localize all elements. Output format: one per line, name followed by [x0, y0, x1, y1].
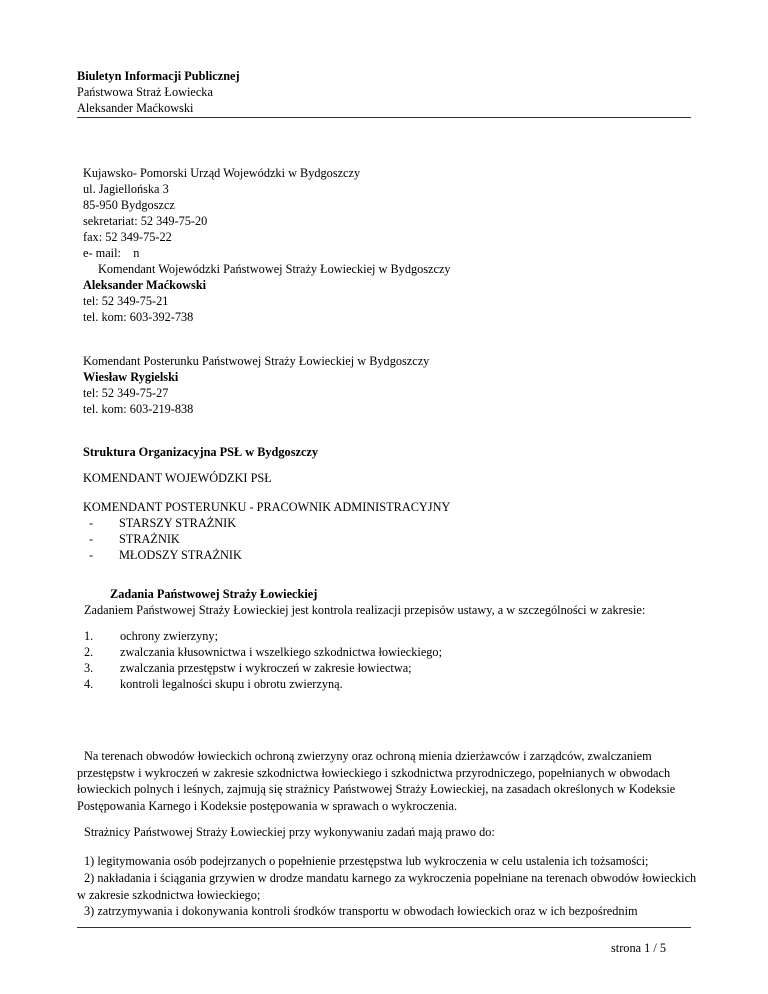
task-text: kontroli legalności skupu i obrotu zwierzyną.: [120, 677, 343, 691]
structure-item: [89, 515, 236, 531]
post-commander-name: Wiesław Rygielski: [83, 370, 179, 384]
structure-item: [89, 547, 242, 563]
post-commander-mobile: tel. kom: 603-219-838: [83, 402, 194, 416]
organization-name: Państwowa Straż Łowiecka: [77, 85, 213, 99]
commander-name: Aleksander Maćkowski: [83, 278, 207, 292]
structure-item: [89, 531, 180, 547]
task-number: 2.: [84, 645, 94, 659]
structure-heading: Struktura Organizacyjna PSŁ w Bydgoszczy: [83, 445, 319, 459]
task-item: [84, 644, 442, 660]
task-text: zwalczania kłusownictwa i wszelkiego szkodnictwa łowieckiego;: [120, 645, 443, 659]
page-number: strona 1 / 5: [611, 941, 666, 955]
post-commander-title: Komendant Posterunku Państwowej Straży Łowieckiej w Bydgoszczy: [83, 354, 430, 368]
task-text: ochrony zwierzyny;: [120, 629, 218, 643]
task-item: [84, 676, 343, 692]
structure-item-label: STRAŻNIK: [119, 532, 180, 546]
commander-mobile: tel. kom: 603-392-738: [83, 310, 194, 324]
office-street: ul. Jagiellońska 3: [83, 182, 169, 196]
header-divider: [77, 117, 691, 118]
task-item: [84, 628, 218, 644]
document-title: Biuletyn Informacji Publicznej: [77, 69, 240, 83]
structure-item-label: MŁODSZY STRAŻNIK: [119, 548, 242, 562]
task-item: [84, 660, 412, 676]
task-number: 1.: [84, 629, 94, 643]
office-email: e- mail: n: [83, 246, 140, 260]
task-text: zwalczania przestępstw i wykroczeń w zakresie łowiectwa;: [120, 661, 412, 675]
list-dash: -: [89, 532, 94, 546]
author-name: Aleksander Maćkowski: [77, 101, 194, 115]
structure-top-role: KOMENDANT WOJEWÓDZKI PSŁ: [83, 471, 272, 485]
body-paragraph: Na terenach obwodów łowieckich ochroną zwierzyny oraz ochroną mienia dzierżawców i zarządców, zwalczaniem przestępstw i wykroczeń w zakresie szkodnictwa łowieckiego i szkodnictwa przyrodniczego, popełnianych w obwodach łowieckich polnych i leśnych, zajmują się strażnicy Państwowej Straży Łowieckiej, na zasadach określonych w Kodeksie Postępowania Karnego i Kodeksie postępowania w sprawach o wykroczenia.: [77, 749, 676, 813]
rights-intro: Strażnicy Państwowej Straży Łowieckiej przy wykonywaniu zadań mają prawo do:: [84, 825, 495, 839]
list-dash: -: [89, 548, 94, 562]
tasks-intro: Zadaniem Państwowej Straży Łowieckiej jest kontrola realizacji przepisów ustawy, a w szczególności w zakresie:: [84, 603, 646, 617]
commander-title: Komendant Wojewódzki Państwowej Straży Łowieckiej w Bydgoszczy: [98, 262, 451, 276]
office-name: Kujawsko- Pomorski Urząd Wojewódzki w Bydgoszczy: [83, 166, 361, 180]
tasks-heading: Zadania Państwowej Straży Łowieckiej: [110, 587, 318, 601]
post-commander-phone: tel: 52 349-75-27: [83, 386, 169, 400]
structure-item-label: STARSZY STRAŻNIK: [119, 516, 237, 530]
rights-item: 1) legitymowania osób podejrzanych o popełnienie przestępstwa lub wykroczenia w celu ustalenia ich tożsamości;: [84, 854, 649, 868]
rights-item: 3) zatrzymywania i dokonywania kontroli środków transportu w obwodach łowieckich oraz w ich bezpośrednim: [84, 904, 638, 918]
structure-second-role: KOMENDANT POSTERUNKU - PRACOWNIK ADMINISTRACYJNY: [83, 500, 451, 514]
office-secretariat: sekretariat: 52 349-75-20: [83, 214, 208, 228]
office-fax: fax: 52 349-75-22: [83, 230, 172, 244]
task-number: 4.: [84, 677, 94, 691]
list-dash: -: [89, 516, 94, 530]
rights-item: 2) nakładania i ściągania grzywien w drodze mandatu karnego za wykroczenia popełniane na terenach obwodów łowieckich w zakresie szkodnictwa łowieckiego;: [77, 871, 697, 902]
task-number: 3.: [84, 661, 94, 675]
commander-phone: tel: 52 349-75-21: [83, 294, 169, 308]
office-postcode: 85-950 Bydgoszcz: [83, 198, 175, 212]
footer-divider: [77, 927, 691, 928]
